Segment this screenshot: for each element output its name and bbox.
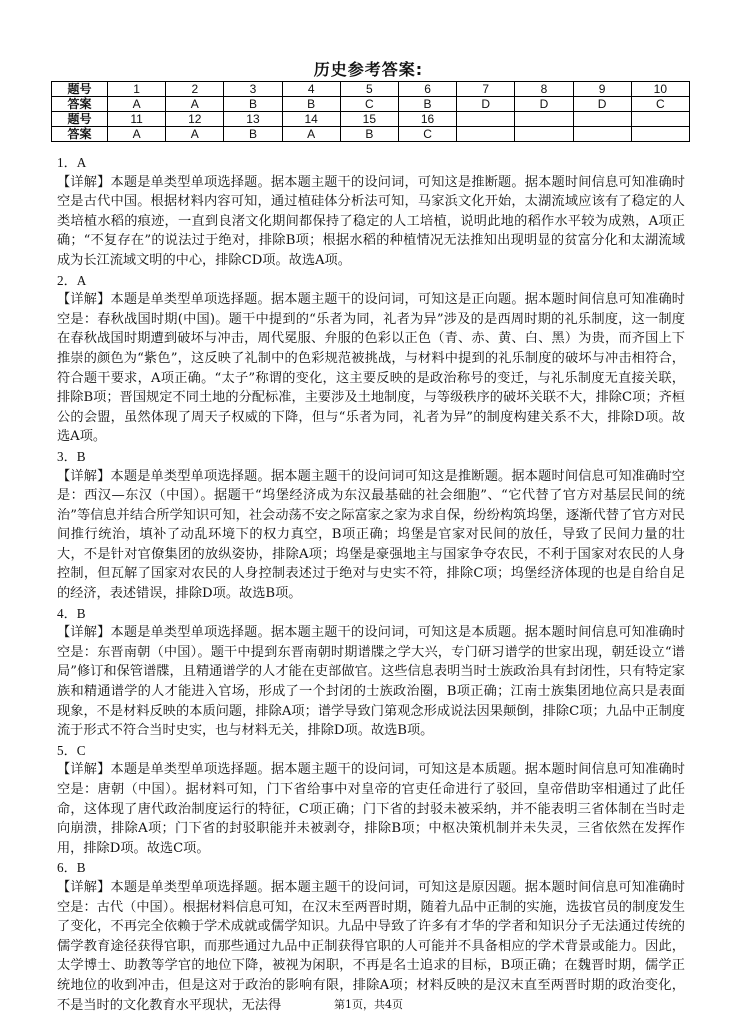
table-row (52, 112, 690, 127)
table-cell: 15 (340, 112, 398, 127)
page-title: 历史参考答案: (313, 60, 424, 79)
table-cell: B (340, 127, 398, 142)
row-label: 答案 (52, 97, 108, 112)
table-cell: 5 (340, 82, 398, 97)
table-cell: 14 (282, 112, 340, 127)
table-cell: B (224, 127, 282, 142)
question-number: 6．B (57, 860, 86, 876)
row-label: 题号 (52, 112, 108, 127)
page-footer: 第1页，共4页 (334, 998, 403, 1011)
explanation-paragraph: 【详解】本题是单类型单项选择题。据本题主题干的设问词可知这是推断题。据本题时间信息可知准确时空是：西汉—东汉（中国）。据题干“坞堡经济成为东汉最基础的社会细胞”、“它代替了官方对基层民间的统治”等信息并结合所学知识可知，社会动荡不安之际富家之家为求自保，纷纷构筑坞堡，逐渐代替了官方对民间推行统治，填补了动乱环境下的权力真空，B项正确；坞堡是官家对民间的放任，导致了民间力量的壮大，不是针对官僚集团的放纵姿协，排除A项；坞堡是豪强地主与国家争夺农民，不利于国家对农民的人身控制，但瓦解了国家对农民的人身控制表述过于绝对与史实不符，排除C项；坞堡经济体现的也是自给自足的经济，表述错误，排除D项。故选B项。 (57, 468, 685, 602)
answer-key-table (51, 81, 690, 142)
table-cell: 1 (108, 82, 166, 97)
table-cell: D (457, 97, 515, 112)
table-cell: A (108, 127, 166, 142)
table-cell: C (631, 97, 689, 112)
table-cell: 2 (166, 82, 224, 97)
question-number: 1．A (57, 155, 87, 170)
table-cell: 10 (631, 82, 689, 97)
answer-explanations (57, 153, 685, 1015)
table-cell: B (398, 97, 456, 112)
table-cell: 3 (224, 82, 282, 97)
table-cell (515, 127, 573, 142)
table-cell: 6 (398, 82, 456, 97)
table-cell: 11 (108, 112, 166, 127)
question-number: 3．B (57, 448, 86, 464)
table-row (52, 97, 690, 112)
explanation-paragraph: 【详解】本题是单类型单项选择题。据本题主题干的设问词，可知这是本质题。据本题时间信息可知准确时空是：唐朝（中国）。据材料可知，门下省给事中对皇帝的官吏任命进行了驳回，皇帝借助宰相通过了此任命，这体现了唐代政治制度运行的特征，C项正确；门下省的封驳未被采纳，并不能表明三省体制在当时走向崩溃，排除A项；门下省的封驳职能并未被剥夺，排除B项；中枢决策机制并未失灵，三省依然在发挥作用，排除D项。故选C项。 (57, 762, 685, 856)
table-cell: 8 (515, 82, 573, 97)
table-row (52, 127, 690, 142)
table-cell: B (224, 97, 282, 112)
question-number: 4．B (57, 605, 86, 621)
table-cell: D (515, 97, 573, 112)
row-label: 题号 (52, 82, 108, 97)
table-cell: D (573, 97, 631, 112)
table-cell: 4 (282, 82, 340, 97)
table-cell: 7 (457, 82, 515, 97)
table-cell (573, 127, 631, 142)
explanation-paragraph: 【详解】本题是单类型单项选择题。据本题主题干的设问词，可知这是正向题。据本题时间信息可知准确时空是：春秋战国时期(中国)。题干中提到的“乐者为同，礼者为异”涉及的是西周时期的礼乐制度，这一制度在春秋战国时期遭到破坏与冲击，周代冕服、弁服的色彩以正色（青、赤、黄、白、黑）为贵，而齐国上下推崇的颜色为“紫色”，这反映了礼制中的色彩规范被挑战，与材料中提到的礼乐制度的破坏与冲击相符合，符合题干要求，A项正确。“太子”称谓的变化，这主要反映的是政治称号的变迁，与礼乐制度无直接关联，排除B项；晋国规定不同土地的分配标准，主要涉及土地制度，与等级秩序的破坏关联不大，排除C项；齐桓公的会盟，虽然体现了周天子权威的下降，但与“乐者为同，礼者为异”的制度构建关系不大，排除D项。故选A项。 (57, 292, 685, 445)
explanation-paragraph: 【详解】本题是单类型单项选择题。据本题主题干的设问词，可知这是本质题。据本题时间信息可知准确时空是：东晋南朝（中国）。题干中提到东晋南朝时期谱牒之学大兴，专门研习谱学的世家出现，朝廷设立“谱局”修订和保管谱牒，且精通谱学的人才能在吏部做官。这些信息表明当时士族政治具有封闭性，只有特定家族和精通谱学的人才能进入官场，形成了一个封闭的士族政治圈，B项正确；江南士族集团地位高只是表面现象，不是材料反映的本质问题，排除A项；谱学导致门第观念形成说法因果颠倒，排除C项；九品中正制度流于形式不符合当时史实，也与材料无关，排除D项。故选B项。 (57, 625, 685, 739)
table-cell: 16 (398, 112, 456, 127)
table-cell (515, 112, 573, 127)
explanation-paragraph: 【详解】本题是单类型单项选择题。据本题主题干的设问词，可知这是原因题。据本题时间信息可知准确时空是：古代（中国）。根据材料信息可知，在汉末至两晋时期，随着九品中正制的实施，选拔官员的制度发生了变化，不再完全依赖于学术成就或儒学知识。九品中导致了许多有才华的学者和知识分子无法通过传统的儒学教育途径获得官职，而那些通过九品中正制获得官职的人可能并不具备相应的学术背景或能力。因此，太学博士、助教等学官的地位下降，被视为闲职，不再是名士追求的目标，B项正确；在魏晋时期，儒学正统地位的收到冲击，但是这对于政治的影响有限，排除A项；材料反映的是汉末直至两晋时期的政治变化，不是当时的文化教育水平现状，无法得 (57, 879, 685, 1013)
table-cell: 12 (166, 112, 224, 127)
table-cell: C (340, 97, 398, 112)
table-cell: 13 (224, 112, 282, 127)
table-cell: A (166, 127, 224, 142)
table-cell (457, 112, 515, 127)
table-cell: A (166, 97, 224, 112)
question-number: 2．A (57, 272, 87, 288)
table-cell: A (108, 97, 166, 112)
table-cell: A (282, 127, 340, 142)
table-cell: 9 (573, 82, 631, 97)
table-cell (631, 127, 689, 142)
table-cell: B (282, 97, 340, 112)
table-cell (457, 127, 515, 142)
row-label: 答案 (52, 127, 108, 142)
table-cell: C (398, 127, 456, 142)
table-cell (573, 112, 631, 127)
table-cell (631, 112, 689, 127)
question-number: 5．C (57, 742, 86, 758)
explanation-paragraph: 【详解】本题是单类型单项选择题。据本题主题干的设问词，可知这是推断题。据本题时间信息可知准确时空是古代中国。根据材料内容可知，通过植硅体分析法可知，马家浜文化开始，太湖流域应该有了稳定的人类培植水稻的痕迹，一直到良渚文化期间都保持了稳定的人工培植，说明此地的稻作水平较为成熟，A项正确；“不复存在”的说法过于绝对，排除B项；根据水稻的种植情况无法推知出现明显的贫富分化和太湖流域成为长江流域文明的中心，排除CD项。故选A项。 (57, 174, 685, 268)
table-row (52, 82, 690, 97)
